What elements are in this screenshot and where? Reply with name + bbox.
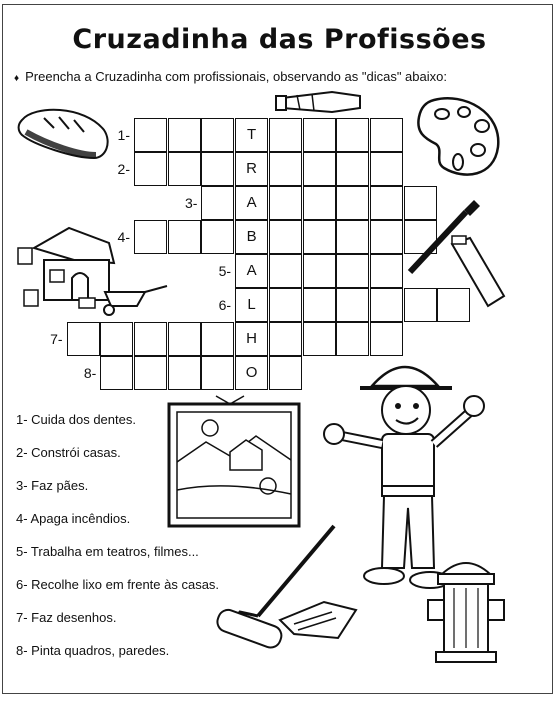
page-title: Cruzadinha das Profissões [72, 24, 487, 55]
answer-cell[interactable] [168, 356, 201, 390]
key-letter-cell: L [235, 288, 268, 322]
answer-cell[interactable] [168, 118, 201, 152]
row-label-5: 5- [218, 263, 232, 279]
answer-cell[interactable] [134, 322, 167, 356]
answer-cell[interactable] [134, 356, 167, 390]
clue-5: 5- Trabalha em teatros, filmes... [16, 544, 199, 559]
row-label-4: 4- [117, 229, 130, 245]
answer-cell[interactable] [269, 118, 302, 152]
clue-2: 2- Constrói casas. [16, 445, 121, 460]
clue-6: 6- Recolhe lixo em frente às casas. [16, 577, 220, 592]
clue-1: 1- Cuida dos dentes. [16, 412, 136, 427]
answer-cell[interactable] [370, 288, 403, 322]
answer-cell[interactable] [336, 254, 369, 288]
key-letter-cell: B [235, 220, 268, 254]
row-label-6: 6- [218, 297, 232, 313]
row-label-2: 2- [117, 161, 130, 177]
answer-cell[interactable] [370, 254, 403, 288]
row-label-7: 7- [50, 331, 63, 347]
wheelbarrow-icon [75, 280, 170, 320]
answer-cell[interactable] [269, 220, 302, 254]
answer-cell[interactable] [303, 254, 336, 288]
answer-cell[interactable] [370, 220, 403, 254]
key-letter-cell: O [235, 356, 268, 390]
answer-cell[interactable] [303, 220, 336, 254]
answer-cell[interactable] [336, 288, 369, 322]
answer-cell[interactable] [370, 186, 403, 220]
key-letter-cell: A [235, 254, 268, 288]
clue-4: 4- Apaga incêndios. [16, 511, 131, 526]
hydrant-icon [424, 548, 508, 668]
answer-cell[interactable] [370, 118, 403, 152]
answer-cell[interactable] [168, 220, 201, 254]
answer-cell[interactable] [336, 152, 369, 186]
answer-cell[interactable] [336, 118, 369, 152]
answer-cell[interactable] [201, 118, 234, 152]
dustpan-icon [274, 590, 364, 645]
answer-cell[interactable] [201, 220, 234, 254]
instruction-text: Preencha a Cruzadinha com profissionais, observando as "dicas" abaixo: [25, 69, 447, 84]
answer-cell[interactable] [269, 152, 302, 186]
answer-cell[interactable] [336, 186, 369, 220]
answer-cell[interactable] [269, 254, 302, 288]
answer-cell[interactable] [201, 356, 234, 390]
answer-cell[interactable] [168, 322, 201, 356]
paint-tube-icon [272, 86, 372, 120]
answer-cell[interactable] [336, 220, 369, 254]
answer-cell[interactable] [370, 152, 403, 186]
key-letter-cell: T [235, 118, 268, 152]
framed-picture-icon [166, 390, 302, 530]
answer-cell[interactable] [269, 356, 302, 390]
answer-cell[interactable] [303, 118, 336, 152]
row-label-3: 3- [184, 195, 198, 211]
row-label-8: 8- [83, 365, 97, 381]
answer-cell[interactable] [269, 322, 302, 356]
paintbrush-icon [400, 196, 510, 316]
clue-3: 3- Faz pães. [16, 478, 89, 493]
answer-cell[interactable] [303, 186, 336, 220]
answer-cell[interactable] [201, 152, 234, 186]
answer-cell[interactable] [201, 186, 234, 220]
bread-icon [14, 100, 114, 165]
answer-cell[interactable] [269, 288, 302, 322]
clue-7: 7- Faz desenhos. [16, 610, 117, 625]
answer-cell[interactable] [168, 152, 201, 186]
answer-cell[interactable] [134, 220, 167, 254]
answer-cell[interactable] [303, 152, 336, 186]
key-letter-cell: R [235, 152, 268, 186]
key-letter-cell: A [235, 186, 268, 220]
answer-cell[interactable] [67, 322, 100, 356]
answer-cell[interactable] [303, 288, 336, 322]
clue-8: 8- Pinta quadros, paredes. [16, 643, 170, 658]
answer-cell[interactable] [269, 186, 302, 220]
answer-cell[interactable] [134, 152, 167, 186]
answer-cell[interactable] [134, 118, 167, 152]
answer-cell[interactable] [100, 356, 133, 390]
key-letter-cell: H [235, 322, 268, 356]
palette-icon [414, 92, 504, 182]
answer-cell[interactable] [201, 322, 234, 356]
row-label-1: 1- [117, 127, 130, 143]
answer-cell[interactable] [100, 322, 133, 356]
bullet-icon: ♦ [14, 73, 20, 84]
